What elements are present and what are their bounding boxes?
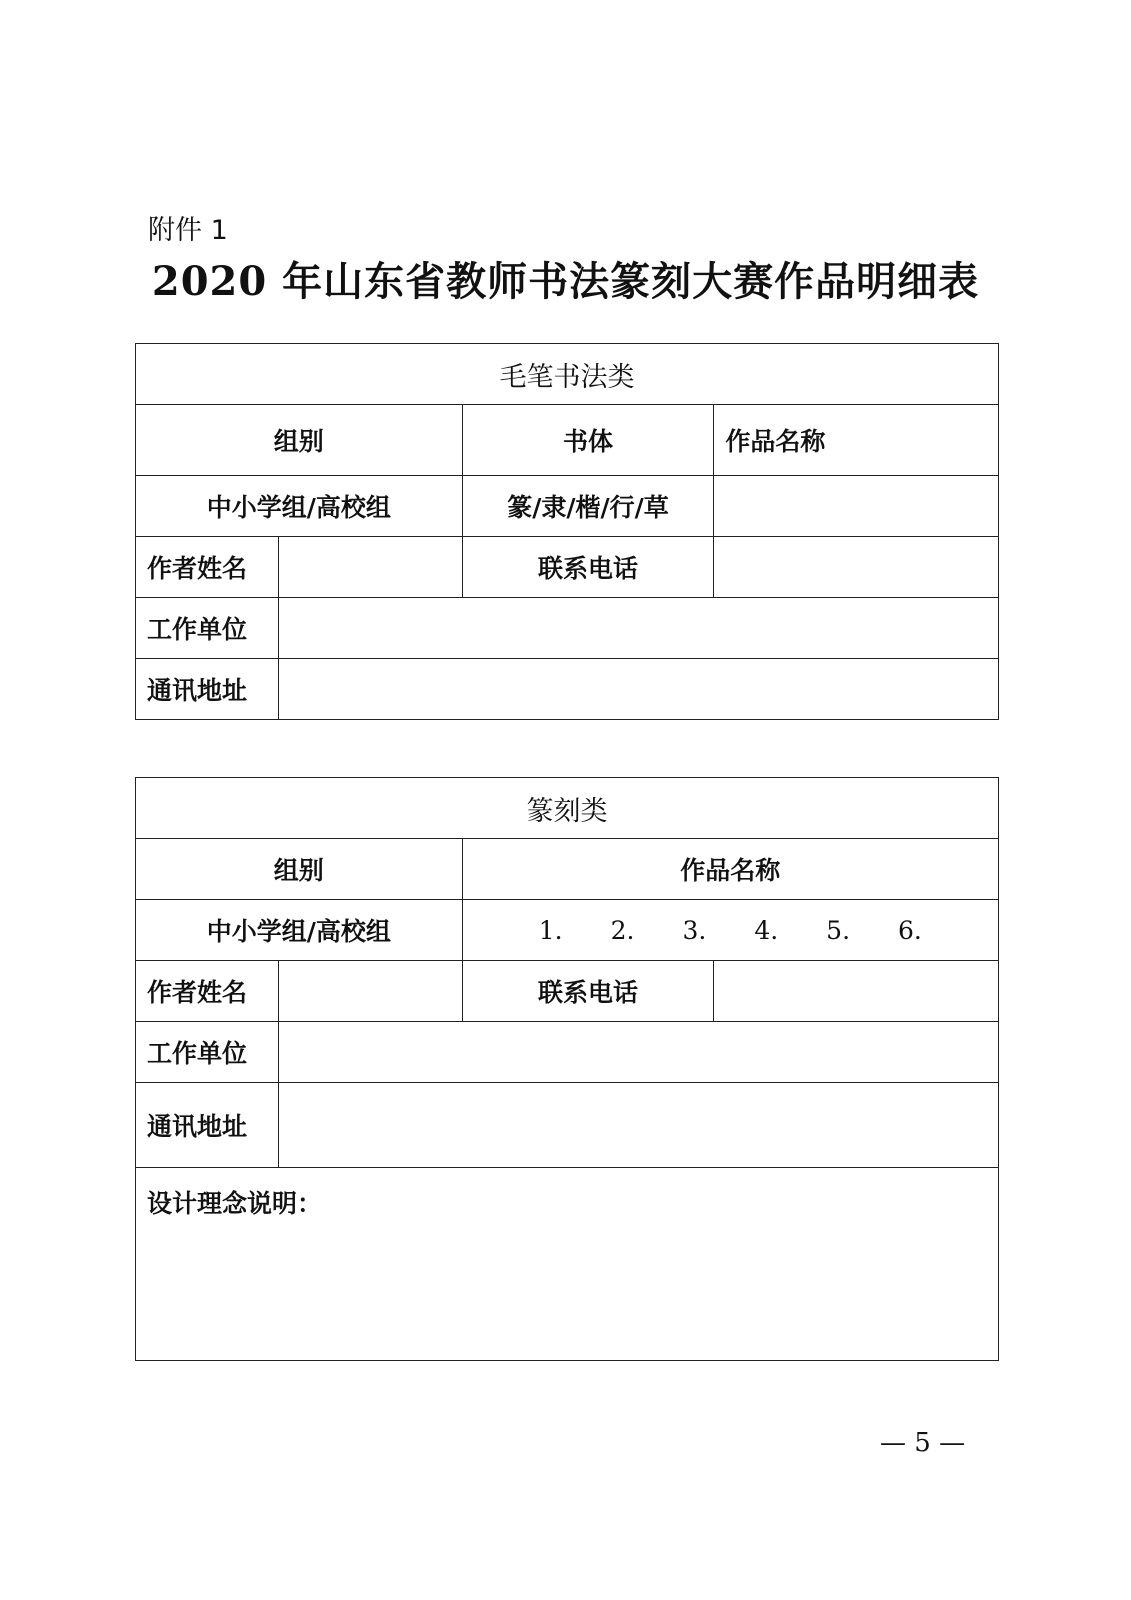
style-value: 篆/隶/楷/行/草 [463, 476, 715, 536]
design-concept-field[interactable] [136, 1168, 999, 1360]
address-field[interactable] [279, 659, 999, 719]
work-number-5[interactable]: 5. [826, 915, 851, 945]
work-number-6[interactable]: 6. [898, 915, 922, 945]
work-number-1[interactable]: 1. [538, 915, 563, 945]
seal-header-row [135, 777, 999, 838]
seal-org-row [135, 1021, 999, 1082]
seal-column-header-row [135, 838, 999, 899]
calligraphy-table [135, 343, 999, 720]
work-name-field[interactable] [714, 476, 999, 536]
calligraphy-header-row [135, 343, 999, 404]
author-field[interactable] [279, 537, 463, 597]
calligraphy-value-row [135, 475, 999, 536]
seal-address-row [135, 1082, 999, 1167]
seal-phone-label: 联系电话 [463, 961, 715, 1021]
seal-work-numbers [463, 900, 999, 960]
seal-col-work-header: 作品名称 [463, 839, 999, 899]
seal-address-label: 通讯地址 [136, 1083, 279, 1167]
col-style-header: 书体 [463, 405, 715, 475]
org-label: 工作单位 [136, 598, 279, 658]
seal-group-value: 中小学组/高校组 [136, 900, 463, 960]
seal-org-field[interactable] [279, 1022, 999, 1082]
seal-address-field[interactable] [279, 1083, 999, 1167]
seal-org-label: 工作单位 [136, 1022, 279, 1082]
work-number-2[interactable]: 2. [610, 915, 635, 945]
work-number-4[interactable]: 4. [754, 915, 779, 945]
seal-phone-field[interactable] [714, 961, 999, 1021]
calligraphy-author-row [135, 536, 999, 597]
org-field[interactable] [279, 598, 999, 658]
calligraphy-header: 毛笔书法类 [136, 344, 999, 404]
group-value: 中小学组/高校组 [136, 476, 463, 536]
calligraphy-column-header-row [135, 404, 999, 475]
calligraphy-org-row [135, 597, 999, 658]
author-label: 作者姓名 [136, 537, 279, 597]
col-work-header: 作品名称 [714, 405, 999, 475]
seal-header: 篆刻类 [136, 778, 999, 838]
calligraphy-address-row [135, 658, 999, 720]
address-label: 通讯地址 [136, 659, 279, 719]
seal-author-row [135, 960, 999, 1021]
attachment-label: 附件 1 [148, 215, 228, 246]
col-group-header: 组别 [136, 405, 463, 475]
page-number: — 5 — [880, 1428, 966, 1458]
seal-author-label: 作者姓名 [136, 961, 279, 1021]
phone-field[interactable] [714, 537, 999, 597]
seal-design-row [135, 1167, 999, 1361]
work-number-3[interactable]: 3. [682, 915, 707, 945]
seal-table [135, 777, 999, 1361]
document-title: 2020 年山东省教师书法篆刻大赛作品明细表 [151, 258, 980, 305]
seal-author-field[interactable] [279, 961, 463, 1021]
phone-label: 联系电话 [463, 537, 715, 597]
seal-value-row [135, 899, 999, 960]
design-concept-label: 设计理念说明： [147, 1189, 323, 1218]
seal-col-group-header: 组别 [136, 839, 463, 899]
